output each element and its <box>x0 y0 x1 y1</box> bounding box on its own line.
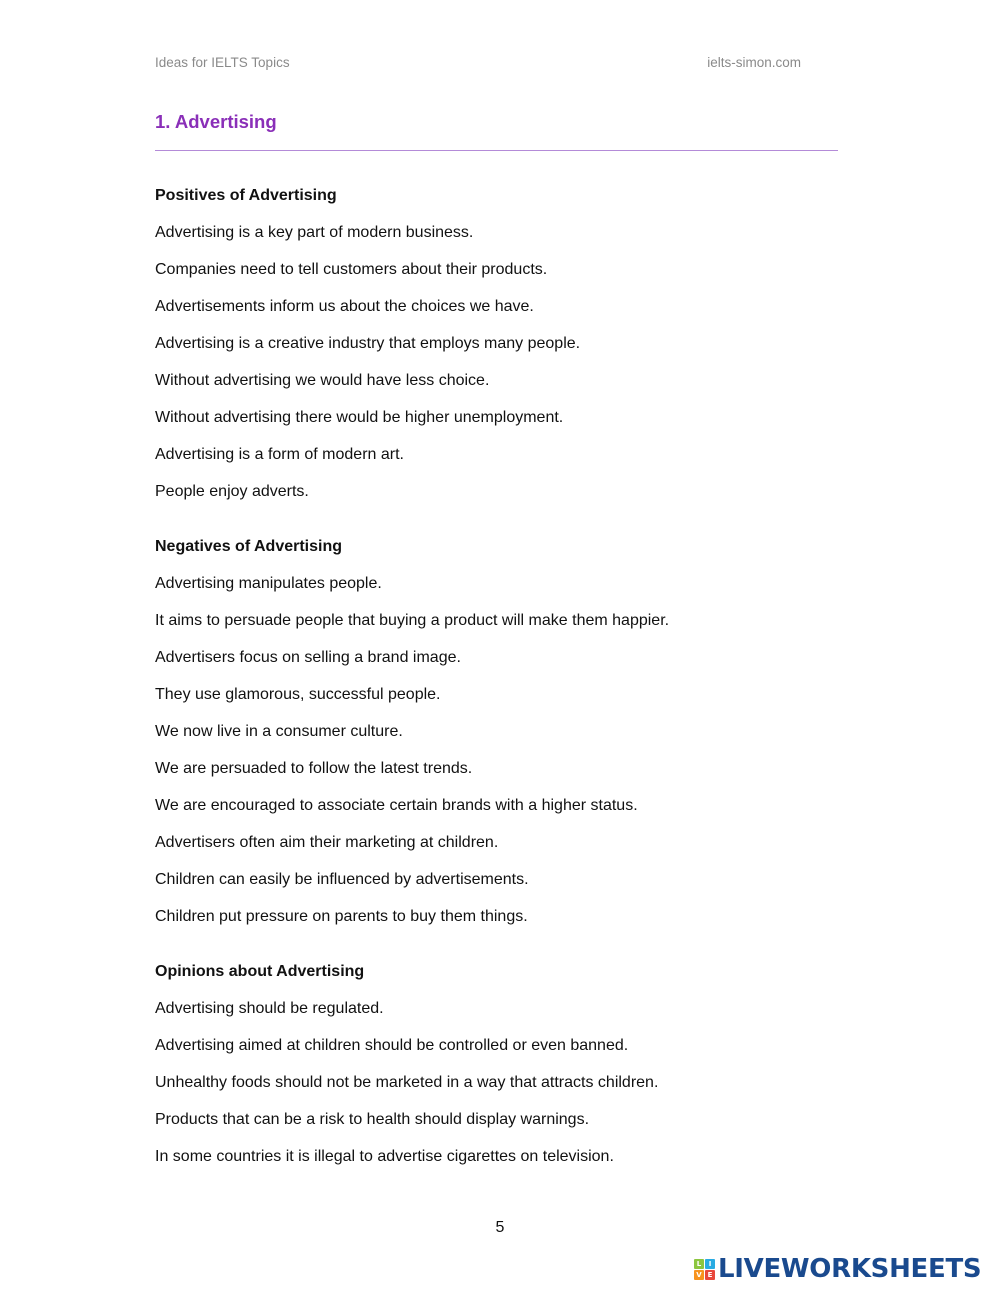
header-website: ielts-simon.com <box>707 55 801 70</box>
line-list <box>155 223 580 519</box>
list-item: Products that can be a risk to health should display warnings. <box>155 1111 590 1128</box>
logo-letter-v: V <box>694 1270 704 1280</box>
list-item: Advertising aimed at children should be controlled or even banned. <box>155 1037 629 1054</box>
list-item: Children put pressure on parents to buy them things. <box>155 908 528 925</box>
page-number: 5 <box>495 1219 505 1236</box>
list-item: Advertising should be regulated. <box>155 1000 384 1017</box>
list-item: Without advertising we would have less choice. <box>155 372 490 389</box>
line-list <box>155 999 658 1184</box>
logo-letter-l: L <box>694 1259 704 1269</box>
list-item: They use glamorous, successful people. <box>155 686 441 703</box>
section-heading: Negatives of Advertising <box>155 538 343 555</box>
list-item: Advertisers focus on selling a brand image. <box>155 649 461 666</box>
title-divider <box>155 150 838 151</box>
logo-letter-i: I <box>705 1259 715 1269</box>
section-heading: Positives of Advertising <box>155 187 337 204</box>
list-item: People enjoy adverts. <box>155 483 309 500</box>
section-heading: Opinions about Advertising <box>155 963 365 980</box>
logo-letter-e: E <box>705 1270 715 1280</box>
section-opinions <box>155 962 658 1184</box>
page-title: 1. Advertising <box>155 111 277 132</box>
list-item: Advertisements inform us about the choices we have. <box>155 298 534 315</box>
list-item: We are persuaded to follow the latest trends. <box>155 760 473 777</box>
list-item: Advertising manipulates people. <box>155 575 382 592</box>
list-item: In some countries it is illegal to advertise cigarettes on television. <box>155 1148 614 1165</box>
liveworksheets-logo-icon <box>694 1259 715 1280</box>
page-header <box>155 55 801 70</box>
list-item: Without advertising there would be higher unemployment. <box>155 409 564 426</box>
list-item: Children can easily be influenced by advertisements. <box>155 871 529 888</box>
brand-wordmark: LIVEWORKSHEETS <box>718 1254 982 1284</box>
list-item: Advertisers often aim their marketing at children. <box>155 834 499 851</box>
list-item: Advertising is a creative industry that employs many people. <box>155 335 581 352</box>
header-document-title: Ideas for IELTS Topics <box>155 55 290 70</box>
line-list <box>155 574 669 944</box>
list-item: Advertising is a form of modern art. <box>155 446 404 463</box>
list-item: Advertising is a key part of modern business. <box>155 224 474 241</box>
list-item: We now live in a consumer culture. <box>155 723 403 740</box>
list-item: Companies need to tell customers about their products. <box>155 261 548 278</box>
list-item: It aims to persuade people that buying a product will make them happier. <box>155 612 670 629</box>
liveworksheets-brand[interactable] <box>694 1255 981 1283</box>
section-negatives <box>155 537 669 944</box>
section-positives <box>155 186 580 519</box>
list-item: Unhealthy foods should not be marketed in a way that attracts children. <box>155 1074 659 1091</box>
list-item: We are encouraged to associate certain brands with a higher status. <box>155 797 638 814</box>
